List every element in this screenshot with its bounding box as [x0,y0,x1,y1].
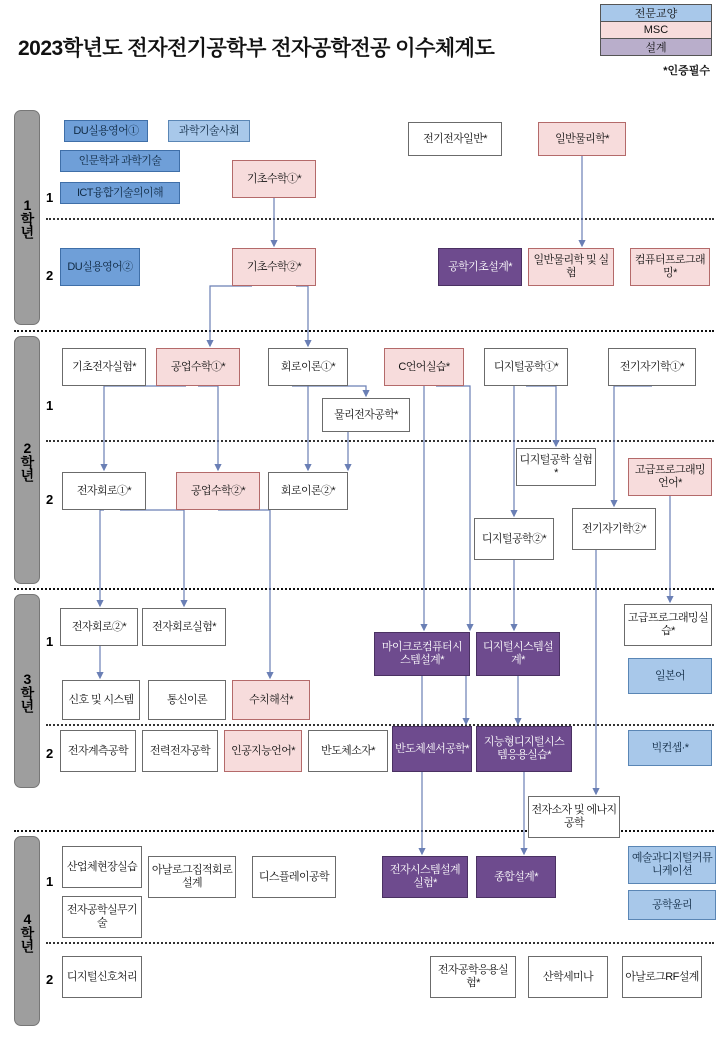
course-node[interactable]: 전자회로실험* [142,608,226,646]
year-label-4: 4학년 [19,910,36,952]
semester-3-2: 2 [46,746,54,761]
course-node[interactable]: 컴퓨터프로그래밍* [630,248,710,286]
course-node[interactable]: 공업수학①* [156,348,240,386]
course-node[interactable]: 고급프로그래밍언어* [628,458,712,496]
year-bar-1 [14,110,40,325]
course-node[interactable]: 지능형디지털시스템응용실습* [476,726,572,772]
year-label-3: 3학년 [19,670,36,712]
course-node[interactable]: 디지털시스템설계* [476,632,560,676]
legend-item-2: 설계 [600,38,712,56]
course-node[interactable]: 공학윤리 [628,890,716,920]
semester-1-1: 1 [46,190,54,205]
course-node[interactable]: 반도체소자* [308,730,388,772]
separator-year-2-3 [14,588,714,590]
semester-2-2: 2 [46,492,54,507]
course-node[interactable]: DU실용영어② [60,248,140,286]
course-node[interactable]: 반도체센서공학* [392,726,472,772]
course-node[interactable]: 전자소자 및 에나지공학 [528,796,620,838]
year-label-1: 1학년 [19,197,36,238]
course-node[interactable]: DU실용영어① [64,120,148,142]
course-node[interactable]: 디지털공학 실험* [516,448,596,486]
course-node[interactable]: 전기전자일반* [408,122,502,156]
semester-1-2: 2 [46,268,54,283]
course-node[interactable]: 공학기초설계* [438,248,522,286]
course-node[interactable]: 인공지능언어* [224,730,302,772]
separator-2-1 [46,440,714,442]
course-node[interactable]: 일반물리학 및 실험 [528,248,614,286]
course-node[interactable]: C언어실습* [384,348,464,386]
course-node[interactable]: 기초전자실험* [62,348,146,386]
course-node[interactable]: 과학기술사회 [168,120,250,142]
course-node[interactable]: 산업체현장실습 [62,846,142,888]
course-node[interactable]: 신호 및 시스템 [62,680,140,720]
course-node[interactable]: 디지털신호처리 [62,956,142,998]
certification-note: *인증필수 [663,65,710,77]
course-node[interactable]: 아날로그집적회로설계 [148,856,236,898]
course-node[interactable]: 빅컨셉·* [628,730,712,766]
course-node[interactable]: 일반물리학* [538,122,626,156]
legend-item-1: MSC [600,21,712,39]
semester-4-2: 2 [46,972,54,987]
course-node[interactable]: 통신이론 [148,680,226,720]
course-node[interactable]: 전자공학응용실험* [430,956,516,998]
year-bar-3 [14,594,40,788]
course-node[interactable]: 전자회로①* [62,472,146,510]
course-node[interactable]: 일본어 [628,658,712,694]
course-node[interactable]: 수치해석* [232,680,310,720]
legend-item-0: 전문교양 [600,4,712,22]
semester-3-1: 1 [46,634,54,649]
semester-2-1: 1 [46,398,54,413]
course-node[interactable]: 전기자기학①* [608,348,696,386]
year-bar-4 [14,836,40,1026]
course-node[interactable]: 전력전자공학 [142,730,218,772]
course-node[interactable]: 종합설계* [476,856,556,898]
separator-4-1 [46,942,714,944]
course-node[interactable]: 전자시스템설계실험* [382,856,468,898]
course-node[interactable]: 산학세미나 [528,956,608,998]
separator-year-1-2 [14,330,714,332]
course-node[interactable]: 고급프로그래밍실습* [624,604,712,646]
course-node[interactable]: 전자계측공학 [60,730,136,772]
course-node[interactable]: 디스플레이공학 [252,856,336,898]
course-node[interactable]: 아날로그RF설계 [622,956,702,998]
course-node[interactable]: 마이크로컴퓨터시스템설계* [374,632,470,676]
page-title: 2023학년도 전자전기공학부 전자공학전공 이수체계도 [18,37,495,60]
course-node[interactable]: 예술과디지털커뮤니케이션 [628,846,716,884]
year-bar-2 [14,336,40,584]
year-label-2: 2학년 [19,439,36,481]
course-node[interactable]: 공업수학②* [176,472,260,510]
course-node[interactable]: 전자공학실무기술 [62,896,142,938]
course-node[interactable]: 기초수학①* [232,160,316,198]
course-node[interactable]: 회로이론②* [268,472,348,510]
semester-4-1: 1 [46,874,54,889]
course-node[interactable]: 회로이론①* [268,348,348,386]
course-node[interactable]: 인문학과 과학기술 [60,150,180,172]
course-node[interactable]: 기초수학②* [232,248,316,286]
course-node[interactable]: 전자회로②* [60,608,138,646]
separator-1-1 [46,218,714,220]
course-node[interactable]: 디지털공학①* [484,348,568,386]
course-node[interactable]: 전기자기학②* [572,508,656,550]
separator-3-1 [46,724,714,726]
course-node[interactable]: 디지털공학②* [474,518,554,560]
course-node[interactable]: 물리전자공학* [322,398,410,432]
course-node[interactable]: ICT융합기술의이해 [60,182,180,204]
